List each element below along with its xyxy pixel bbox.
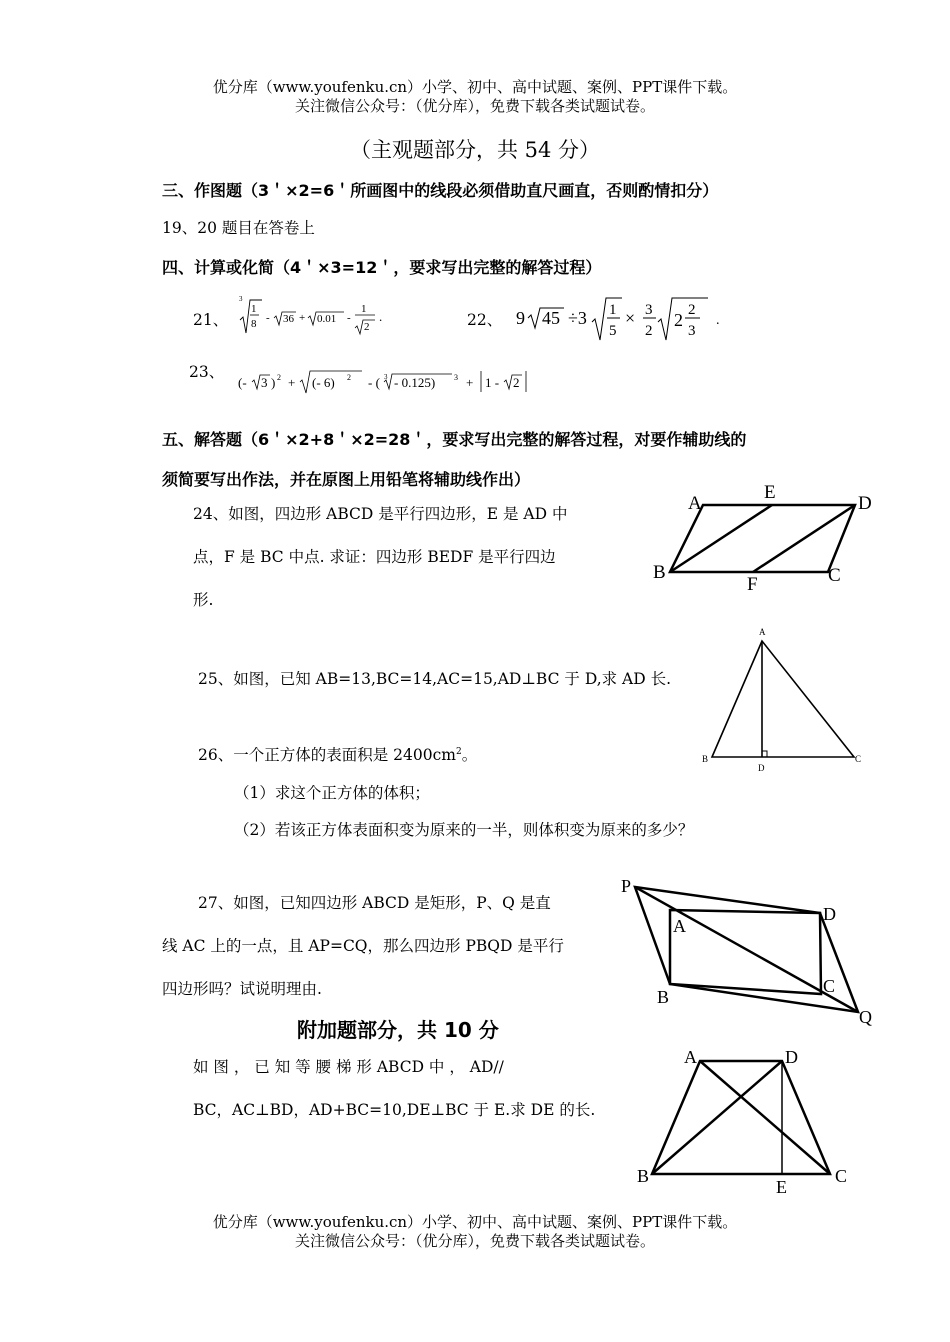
svg-text:.: . xyxy=(379,309,383,324)
q26-sub1: （1）求这个正方体的体积； xyxy=(234,784,430,802)
bonus-title: 附加题部分，共 10 分 xyxy=(297,1018,499,1042)
bonus-label-b: B xyxy=(637,1166,650,1186)
svg-text:2: 2 xyxy=(347,373,351,382)
q24-label-f: F xyxy=(747,574,758,595)
header-line-2: 关注微信公众号：（优分库），免费下载各类试题试卷。 xyxy=(294,97,655,115)
svg-text:45: 45 xyxy=(542,308,560,328)
bonus-label-e: E xyxy=(776,1177,787,1195)
bonus-line2: BC，AC⊥BD，AD+BC=10,DE⊥BC 于 E.求 DE 的长. xyxy=(193,1101,596,1119)
svg-text:36: 36 xyxy=(283,313,294,325)
q24-text xyxy=(193,493,567,622)
svg-text:1: 1 xyxy=(361,303,367,315)
q27-label-b: B xyxy=(657,987,670,1007)
svg-text:.: . xyxy=(716,313,720,328)
q21-expression xyxy=(236,292,396,342)
q24-label-a: A xyxy=(688,493,702,514)
part-title: （主观题部分，共 54 分） xyxy=(349,138,601,162)
svg-text:1 -: 1 - xyxy=(485,375,500,390)
q27-label-d: D xyxy=(823,904,836,924)
svg-text:3: 3 xyxy=(384,373,388,381)
svg-text:+: + xyxy=(466,375,474,390)
q25-triangle xyxy=(712,641,854,757)
svg-text:- (: - ( xyxy=(368,375,380,390)
svg-text:×: × xyxy=(625,308,636,328)
footer-line-1: 优分库（www.youfenku.cn）小学、初中、高中试题、案例、PPT课件下载。 xyxy=(212,1213,738,1231)
bonus-label-c: C xyxy=(835,1166,848,1186)
q22-expression xyxy=(512,290,727,346)
q25-label-a: A xyxy=(759,627,766,637)
bonus-diagonal-bd xyxy=(652,1061,782,1174)
q27-label-a: A xyxy=(673,916,686,936)
section3-title: 三、作图题（3＇×2=6＇所画图中的线段必须借助直尺画直，否则酌情扣分） xyxy=(162,181,719,200)
q27-label-c: C xyxy=(823,976,836,996)
svg-text:1: 1 xyxy=(609,302,617,318)
q24-line3: 形. xyxy=(193,591,214,609)
bonus-trapezoid xyxy=(652,1061,830,1174)
svg-text:1: 1 xyxy=(251,303,257,315)
q26-text xyxy=(198,743,477,765)
svg-text:-: - xyxy=(347,312,351,324)
svg-text:2: 2 xyxy=(688,302,696,318)
q26-text-sup: 2 xyxy=(455,746,462,757)
bonus-text xyxy=(193,1046,595,1132)
q24-segment-fd xyxy=(753,505,855,572)
svg-text:+: + xyxy=(299,312,306,324)
svg-text:3: 3 xyxy=(688,323,696,339)
q24-label-b: B xyxy=(653,562,666,583)
q23-expression xyxy=(236,366,596,400)
svg-text:): ) xyxy=(271,375,276,390)
q24-line1: 24、如图，四边形 ABCD 是平行四边形，E 是 AD 中 xyxy=(193,505,568,523)
svg-text:(-: (- xyxy=(238,375,247,390)
bonus-label-d: D xyxy=(785,1047,798,1067)
q25-label-d: D xyxy=(758,763,765,773)
svg-text:- 0.125): - 0.125) xyxy=(394,375,436,390)
q27-text xyxy=(162,882,564,1011)
q27-label-p: P xyxy=(621,876,632,896)
svg-text:0.01: 0.01 xyxy=(317,313,337,325)
q27-line1: 27、如图，已知四边形 ABCD 是矩形，P、Q 是直 xyxy=(198,894,551,912)
q27-line3: 四边形吗？试说明理由. xyxy=(162,980,322,998)
q26-text-end: 。 xyxy=(461,746,478,764)
q27-line2: 线 AC 上的一点，且 AP=CQ，那么四边形 PBQD 是平行 xyxy=(162,937,564,955)
header-line-1: 优分库（www.youfenku.cn）小学、初中、高中试题、案例、PPT课件下载。 xyxy=(212,78,738,96)
q22-label: 22、 xyxy=(467,311,503,329)
section4-title: 四、计算或化简（4＇×3=12＇，要求写出完整的解答过程） xyxy=(162,258,602,277)
svg-text:+: + xyxy=(288,375,296,390)
q24-label-d: D xyxy=(858,493,872,514)
bonus-diagonal-ac xyxy=(700,1061,830,1174)
q24-line2: 点，F 是 BC 中点. 求证：四边形 BEDF 是平行四边 xyxy=(193,548,556,566)
q24-parallelogram xyxy=(670,505,855,572)
svg-text:2: 2 xyxy=(277,373,281,382)
svg-text:2: 2 xyxy=(513,375,520,390)
q27-figure xyxy=(615,870,890,1030)
section3-note: 19、20 题目在答卷上 xyxy=(162,219,315,237)
svg-text:5: 5 xyxy=(609,323,617,339)
q27-label-q: Q xyxy=(859,1007,872,1027)
svg-text:9: 9 xyxy=(516,308,525,328)
q24-label-c: C xyxy=(828,565,841,586)
svg-text:2: 2 xyxy=(364,321,370,333)
q25-label-b: B xyxy=(702,754,709,764)
q21-label: 21、 xyxy=(193,311,229,329)
svg-text:3: 3 xyxy=(454,373,458,382)
svg-text:-: - xyxy=(266,312,270,324)
bonus-line1: 如 图 ， 已 知 等 腰 梯 形 ABCD 中 ， AD// xyxy=(193,1058,504,1076)
q24-parallelogram-figure xyxy=(640,478,880,598)
svg-text:3: 3 xyxy=(261,375,268,390)
footer-line-2: 关注微信公众号：（优分库），免费下载各类试题试卷。 xyxy=(294,1232,655,1250)
bonus-trapezoid-figure xyxy=(630,1040,855,1195)
svg-text:3: 3 xyxy=(239,295,243,303)
q26-text-main: 26、一个正方体的表面积是 2400cm xyxy=(198,746,456,764)
svg-text:3: 3 xyxy=(645,302,653,318)
section5-title-line2: 须简要写出作法，并在原图上用铅笔将辅助线作出） xyxy=(162,470,531,489)
q23-label: 23、 xyxy=(189,363,225,381)
q25-label-c: C xyxy=(855,754,862,764)
svg-text:2: 2 xyxy=(674,310,683,330)
q24-label-e: E xyxy=(764,482,776,503)
q27-rectangle xyxy=(670,910,821,994)
q26-sub2: （2）若该正方体表面积变为原来的一半，则体积变为原来的多少？ xyxy=(234,821,694,839)
bonus-label-a: A xyxy=(684,1047,697,1067)
svg-text:÷3: ÷3 xyxy=(568,308,587,328)
svg-text:8: 8 xyxy=(251,318,257,330)
svg-text:(- 6): (- 6) xyxy=(312,375,335,390)
q25-triangle-figure xyxy=(695,620,870,775)
svg-text:2: 2 xyxy=(645,323,653,339)
q25-text: 25、如图，已知 AB=13,BC=14,AC=15,AD⊥BC 于 D,求 AD 长. xyxy=(198,670,672,688)
section5-title-line1: 五、解答题（6＇×2+8＇×2=28＇，要求写出完整的解答过程，对要作辅助线的 xyxy=(162,430,747,449)
